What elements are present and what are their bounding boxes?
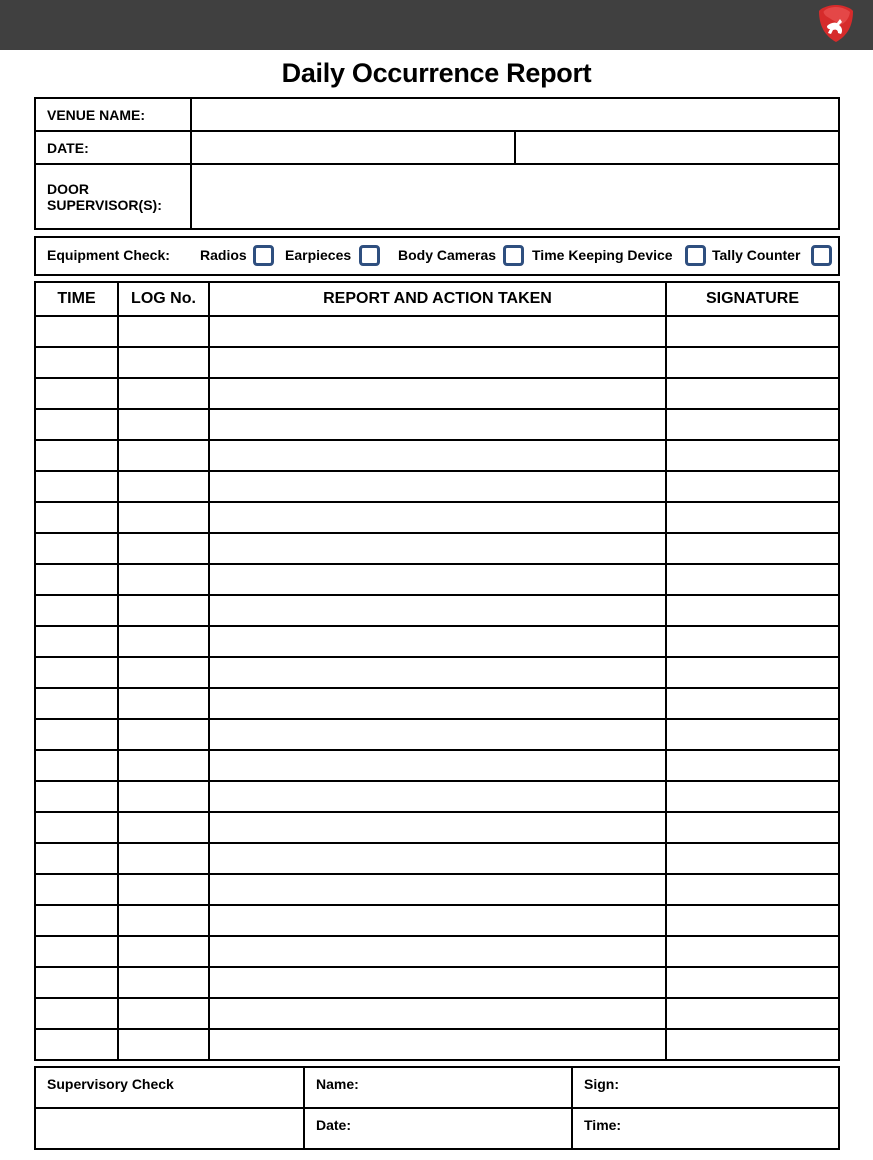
equipment-check-bar xyxy=(34,236,840,276)
time-cell[interactable] xyxy=(35,409,118,440)
time-cell[interactable] xyxy=(35,998,118,1029)
log-no-cell[interactable] xyxy=(118,874,209,905)
table-row xyxy=(35,378,839,409)
report-cell[interactable] xyxy=(209,595,666,626)
signature-cell[interactable] xyxy=(666,440,839,471)
report-cell[interactable] xyxy=(209,471,666,502)
report-cell[interactable] xyxy=(209,905,666,936)
log-table-body xyxy=(35,316,839,1060)
table-row xyxy=(35,688,839,719)
report-cell[interactable] xyxy=(209,564,666,595)
signature-cell[interactable] xyxy=(666,843,839,874)
date-extra-field[interactable] xyxy=(515,131,839,164)
venue-name-label: VENUE NAME: xyxy=(35,98,191,131)
log-no-cell[interactable] xyxy=(118,502,209,533)
time-cell[interactable] xyxy=(35,347,118,378)
log-no-cell[interactable] xyxy=(118,347,209,378)
time-cell[interactable] xyxy=(35,843,118,874)
table-row xyxy=(35,471,839,502)
door-supervisors-label: DOOR SUPERVISOR(S): xyxy=(35,164,191,229)
signature-cell[interactable] xyxy=(666,657,839,688)
equipment-item-label: Radios xyxy=(200,247,247,263)
table-row xyxy=(35,1029,839,1060)
log-no-cell[interactable] xyxy=(118,967,209,998)
signature-cell[interactable] xyxy=(666,347,839,378)
time-cell[interactable] xyxy=(35,533,118,564)
log-no-cell[interactable] xyxy=(118,626,209,657)
log-no-cell[interactable] xyxy=(118,750,209,781)
supervisory-check-field[interactable] xyxy=(35,1108,304,1149)
report-cell[interactable] xyxy=(209,719,666,750)
report-cell[interactable] xyxy=(209,843,666,874)
signature-cell[interactable] xyxy=(666,316,839,347)
red-shield-logo-icon xyxy=(815,2,857,44)
equipment-item-label: Body Cameras xyxy=(398,247,497,263)
time-keeping-device-checkbox[interactable] xyxy=(685,245,706,266)
report-cell[interactable] xyxy=(209,316,666,347)
column-header-log-no: LOG No. xyxy=(118,282,209,316)
report-cell[interactable] xyxy=(209,998,666,1029)
table-row xyxy=(35,657,839,688)
column-header-report: REPORT AND ACTION TAKEN xyxy=(209,282,666,316)
supervisor-date-field[interactable] xyxy=(304,1108,572,1149)
signature-cell[interactable] xyxy=(666,719,839,750)
table-row xyxy=(35,719,839,750)
log-no-cell[interactable] xyxy=(118,1029,209,1060)
door-supervisors-field[interactable] xyxy=(191,164,839,229)
log-no-cell[interactable] xyxy=(118,409,209,440)
time-cell[interactable] xyxy=(35,1029,118,1060)
log-no-cell[interactable] xyxy=(118,440,209,471)
log-no-cell[interactable] xyxy=(118,688,209,719)
table-row xyxy=(35,533,839,564)
signature-cell[interactable] xyxy=(666,967,839,998)
report-cell[interactable] xyxy=(209,409,666,440)
time-cell[interactable] xyxy=(35,936,118,967)
supervisory-check-table xyxy=(34,1066,840,1150)
signature-cell[interactable] xyxy=(666,626,839,657)
time-cell[interactable] xyxy=(35,905,118,936)
table-row xyxy=(35,502,839,533)
supervisor-time-label: Time: xyxy=(584,1117,622,1133)
signature-cell[interactable] xyxy=(666,905,839,936)
log-no-cell[interactable] xyxy=(118,564,209,595)
supervisor-name-field[interactable] xyxy=(304,1067,572,1108)
equipment-item-label: Time Keeping Device xyxy=(532,247,673,263)
table-row xyxy=(35,440,839,471)
signature-cell[interactable] xyxy=(666,502,839,533)
log-no-cell[interactable] xyxy=(118,316,209,347)
time-cell[interactable] xyxy=(35,595,118,626)
signature-cell[interactable] xyxy=(666,378,839,409)
report-cell[interactable] xyxy=(209,440,666,471)
column-header-time: TIME xyxy=(35,282,118,316)
time-cell[interactable] xyxy=(35,750,118,781)
column-header-signature: SIGNATURE xyxy=(666,282,839,316)
log-no-cell[interactable] xyxy=(118,595,209,626)
signature-cell[interactable] xyxy=(666,936,839,967)
report-cell[interactable] xyxy=(209,688,666,719)
log-no-cell[interactable] xyxy=(118,471,209,502)
earpieces-checkbox[interactable] xyxy=(359,245,380,266)
table-row xyxy=(35,626,839,657)
time-cell[interactable] xyxy=(35,471,118,502)
top-bar xyxy=(0,0,873,50)
time-cell[interactable] xyxy=(35,812,118,843)
table-row xyxy=(35,347,839,378)
signature-cell[interactable] xyxy=(666,688,839,719)
equipment-item-label: Tally Counter xyxy=(712,247,801,263)
log-no-cell[interactable] xyxy=(118,378,209,409)
table-row xyxy=(35,564,839,595)
log-no-cell[interactable] xyxy=(118,781,209,812)
log-no-cell[interactable] xyxy=(118,719,209,750)
radios-checkbox[interactable] xyxy=(253,245,274,266)
tally-counter-checkbox[interactable] xyxy=(811,245,832,266)
log-no-cell[interactable] xyxy=(118,812,209,843)
report-cell[interactable] xyxy=(209,533,666,564)
table-row xyxy=(35,595,839,626)
signature-cell[interactable] xyxy=(666,998,839,1029)
time-cell[interactable] xyxy=(35,967,118,998)
time-cell[interactable] xyxy=(35,564,118,595)
report-cell[interactable] xyxy=(209,781,666,812)
report-cell[interactable] xyxy=(209,750,666,781)
time-cell[interactable] xyxy=(35,874,118,905)
date-field[interactable] xyxy=(191,131,515,164)
log-no-cell[interactable] xyxy=(118,657,209,688)
table-row xyxy=(35,874,839,905)
report-cell[interactable] xyxy=(209,626,666,657)
supervisor-sign-label: Sign: xyxy=(584,1076,619,1092)
signature-cell[interactable] xyxy=(666,812,839,843)
log-no-cell[interactable] xyxy=(118,533,209,564)
venue-name-field[interactable] xyxy=(191,98,839,131)
report-cell[interactable] xyxy=(209,502,666,533)
supervisor-name-label: Name: xyxy=(316,1076,359,1092)
report-cell[interactable] xyxy=(209,967,666,998)
time-cell[interactable] xyxy=(35,440,118,471)
date-label: DATE: xyxy=(35,131,191,164)
equipment-item-label: Earpieces xyxy=(285,247,352,263)
signature-cell[interactable] xyxy=(666,533,839,564)
log-no-cell[interactable] xyxy=(118,843,209,874)
signature-cell[interactable] xyxy=(666,564,839,595)
table-row xyxy=(35,812,839,843)
time-cell[interactable] xyxy=(35,719,118,750)
signature-cell[interactable] xyxy=(666,595,839,626)
time-cell[interactable] xyxy=(35,657,118,688)
table-row xyxy=(35,843,839,874)
supervisor-time-field[interactable] xyxy=(572,1108,839,1149)
log-no-cell[interactable] xyxy=(118,936,209,967)
table-row xyxy=(35,998,839,1029)
time-cell[interactable] xyxy=(35,626,118,657)
time-cell[interactable] xyxy=(35,378,118,409)
time-cell[interactable] xyxy=(35,316,118,347)
table-row xyxy=(35,905,839,936)
table-row xyxy=(35,750,839,781)
table-row xyxy=(35,409,839,440)
report-cell[interactable] xyxy=(209,874,666,905)
time-cell[interactable] xyxy=(35,502,118,533)
log-no-cell[interactable] xyxy=(118,905,209,936)
time-cell[interactable] xyxy=(35,688,118,719)
table-row xyxy=(35,936,839,967)
table-row xyxy=(35,967,839,998)
equipment-check-label: Equipment Check: xyxy=(47,247,170,263)
supervisor-sign-field[interactable] xyxy=(572,1067,839,1108)
table-row xyxy=(35,316,839,347)
report-cell[interactable] xyxy=(209,1029,666,1060)
supervisor-date-label: Date: xyxy=(316,1117,352,1133)
report-cell[interactable] xyxy=(209,812,666,843)
signature-cell[interactable] xyxy=(666,750,839,781)
log-table xyxy=(34,281,840,1061)
signature-cell[interactable] xyxy=(666,1029,839,1060)
page-title: Daily Occurrence Report xyxy=(281,58,592,88)
body-cameras-checkbox[interactable] xyxy=(503,245,524,266)
signature-cell[interactable] xyxy=(666,874,839,905)
log-no-cell[interactable] xyxy=(118,998,209,1029)
table-row xyxy=(35,781,839,812)
supervisory-check-label: Supervisory Check xyxy=(35,1067,304,1108)
signature-cell[interactable] xyxy=(666,471,839,502)
report-cell[interactable] xyxy=(209,378,666,409)
signature-cell[interactable] xyxy=(666,409,839,440)
report-cell[interactable] xyxy=(209,657,666,688)
report-cell[interactable] xyxy=(209,347,666,378)
time-cell[interactable] xyxy=(35,781,118,812)
signature-cell[interactable] xyxy=(666,781,839,812)
header-fields-table xyxy=(34,97,840,230)
report-cell[interactable] xyxy=(209,936,666,967)
